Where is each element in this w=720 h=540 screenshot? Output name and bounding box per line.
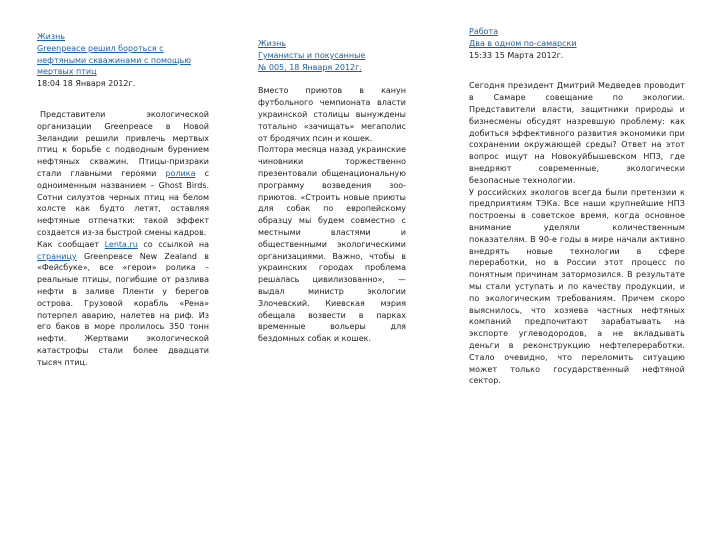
headline-link[interactable]: Два в одном по-самарски [469, 38, 577, 48]
text-run: со ссылкой на [143, 239, 210, 249]
paragraph: Сегодня президент Дмитрий Медведев проводит в Самаре совещание по экологии. Представители власти, защитники природы и бизнесмены обсудят назревшую проблему: как добиться эффективного развития экономики при сохранении окружающей среды? Ответ на этот вопрос ищут на Новокуйбышевском НПЗ, где внедряют современные, экологически безопасные технологии. [469, 81, 685, 185]
paragraph [37, 109, 209, 239]
rubric-link[interactable]: Жизнь [258, 39, 287, 48]
rubric-link[interactable]: Работа [469, 27, 499, 36]
headline-link[interactable]: Greenpeace решил бороться с нефтяными скважинами с помощью мертвых птиц [37, 43, 191, 77]
text-run: Представители экологической организации Greenpeace в Новой Зеландии решили привлечь мертвых птиц к борьбе с подводным бурением нефтяных скважин. Птицы-призраки стали главными героями [37, 109, 209, 178]
article-body [469, 80, 685, 387]
article-body [37, 109, 209, 369]
article-body [258, 85, 406, 345]
text-run: Как сообщает [37, 239, 100, 249]
paragraph: У российских экологов всегда были претензии к предприятиям ТЭКа. Все наши крупнейшие НПЗ построены в советское время, когда основное внимание уделяли количественным показателям. В 90-е годы в мире начали активно внедрять новые технологии в сфере переработки, но в России этот процесс по понятным причинам затормозился. В результате мы стали уступать и по качеству продукции, и по экологическим требованиям. Причем скоро выяснилось, что хозяева частных нефтяных компаний предпочитают зарабатывать на экспорте углеводородов, а не вкладывать деньги в реконструкцию нефтепереработки. Стало очевидно, что переломить ситуацию может только государственный нефтяной сектор. [469, 187, 685, 386]
article-samara [469, 26, 685, 387]
source-link[interactable]: Lenta.ru [104, 239, 138, 249]
paragraph [37, 239, 209, 369]
rubric-link[interactable]: Жизнь [37, 32, 66, 41]
article-timestamp: 15:33 15 Марта 2012г. [469, 50, 564, 60]
issue-date: № 005, 18 Января 2012г. [258, 62, 362, 72]
text-run: Greenpeace New Zealand в «Фейсбуке», все «герои» ролика – реальные птицы, погибшие от разлива нефти в заливе Пленти у берегов острова. Грузовой корабль «Рена» потерпел аварию, налетев на риф. Из его баков в море пролилось 350 тонн нефти. Жертвами экологической катастрофы стали более двадцати тысяч птиц. [37, 251, 209, 367]
text-run: с одноименным названием – Ghost Birds. Сотни силуэтов черных птиц на белом холсте как будто летят, оставляя нефтяные отпечатки: такой эффект создается из-за быстрой смены кадров. [37, 168, 209, 237]
video-link[interactable]: ролика [165, 168, 196, 178]
headline-link[interactable]: Гуманисты и покусанные [258, 50, 366, 60]
article-zoo-shelters [258, 38, 406, 345]
paragraph: Полтора месяца назад украинские чиновники торжественно презентовали общенациональную программу возведения зооприютов. «Строить новые приюты для собак по европейскому образцу мы будем совместно с местными властями и общественными экологическими организациями. Важно, чтобы в украинских городах проблема решалась цивилизованно», — выдал министр экологии Злочевский. Киевская мэрия обещала возвести в парках временные вольеры для бездомных собак и кошек. [258, 145, 406, 344]
paragraph: Вместо приютов в канун футбольного чемпионата власти украинской столицы вынуждены тотально «зачищать» мегаполис от бродячих псин и кошек. [258, 86, 406, 143]
page-link[interactable]: страницу [37, 251, 77, 261]
article-greenpeace [37, 31, 209, 369]
article-timestamp: 18:04 18 Января 2012г. [37, 79, 136, 89]
